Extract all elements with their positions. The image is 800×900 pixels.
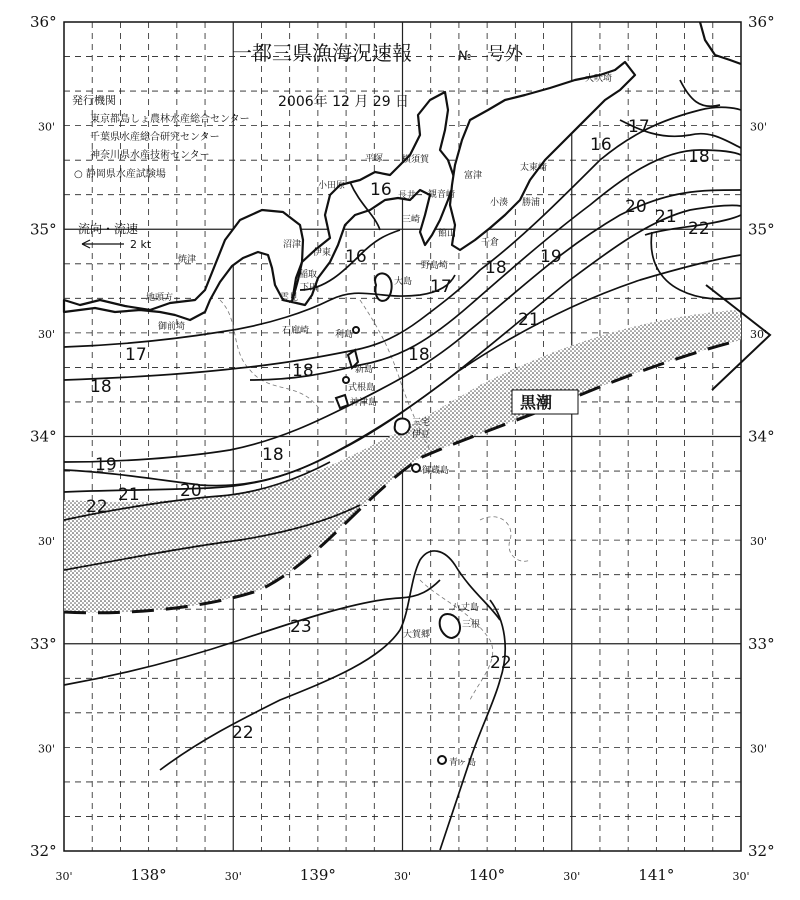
place-name: 平塚	[365, 154, 384, 164]
latitude-label: 33°	[748, 634, 775, 653]
mikurajima-island	[412, 464, 420, 472]
issuer-line: 東京都島しょ農林水産総合センター	[90, 114, 250, 125]
place-name: 館山	[438, 229, 457, 239]
isotherm-label: 18	[292, 361, 314, 381]
islands	[336, 273, 460, 764]
latitude-label: 36°	[30, 13, 57, 31]
latitude-label: 32°	[748, 842, 775, 860]
report-title: 一都三県漁海況速報	[232, 41, 412, 65]
place-name: 千倉	[481, 238, 500, 248]
toshima-island	[353, 327, 359, 333]
latitude-label: 34°	[30, 427, 57, 446]
aogashima-island	[438, 756, 446, 764]
issuer-line: 千葉県水産総合研究センター	[90, 132, 220, 143]
isotherm-label: 18	[408, 345, 430, 365]
place-name: 八丈島	[452, 603, 480, 613]
issue-suffix: 号外	[487, 44, 523, 65]
latitude-label: 30'	[750, 535, 768, 549]
place-name: 地頭方	[146, 293, 174, 303]
isotherm-label: 16	[590, 135, 612, 155]
issuer-line: 神奈川県水産技術センター	[90, 150, 210, 161]
place-name: 下田	[300, 283, 319, 293]
longitude-label: 30'	[393, 870, 412, 883]
latitude-label: 34°	[748, 427, 775, 446]
latitude-label: 30'	[750, 327, 768, 341]
issuer-line: ○ 静岡県水産試験場	[74, 169, 166, 180]
longitude-label: 30'	[55, 870, 73, 883]
longitude-label: 30'	[732, 870, 750, 883]
latitude-label: 30'	[38, 120, 56, 134]
latitude-label: 30'	[750, 742, 768, 756]
place-name: 焼津	[178, 255, 197, 265]
place-name: 野島埼	[421, 261, 449, 271]
isotherm-label: 19	[540, 247, 562, 267]
place-name: 大賀郷	[403, 630, 431, 640]
isotherm-label: 16	[370, 180, 392, 200]
place-name: 三崎	[402, 215, 421, 225]
issuers-heading: 発行機関	[72, 94, 116, 107]
latitude-label: 30'	[38, 535, 56, 549]
place-name: 青ヶ島	[449, 758, 477, 768]
place-name: 観音崎	[428, 190, 456, 200]
isotherm-label: 18	[90, 377, 112, 397]
isotherm-label: 18	[262, 445, 284, 465]
latitude-labels-right	[748, 13, 775, 860]
isotherm-label: 17	[430, 277, 452, 297]
oshima-island	[375, 273, 392, 300]
isotherm-label: 22	[490, 653, 512, 673]
isotherm-label: 21	[118, 485, 140, 505]
latitude-label: 33°	[30, 634, 57, 653]
place-name: 新島	[355, 365, 374, 375]
place-name: 式根島	[348, 383, 376, 393]
place-name: 伊豆	[412, 430, 431, 440]
place-name: 大吠埼	[585, 74, 613, 84]
latitude-label: 36°	[748, 13, 775, 31]
isotherm-label: 19	[95, 455, 117, 475]
longitude-labels	[55, 866, 749, 884]
place-name: 三根	[462, 620, 481, 630]
current-legend-speed: 2 kt	[130, 238, 152, 251]
latitude-label: 30'	[750, 120, 768, 134]
place-name: 伊東	[313, 248, 332, 258]
longitude-label: 30'	[563, 870, 581, 883]
latitude-labels-left	[30, 13, 57, 860]
longitude-label: 138°	[130, 866, 167, 884]
place-name: 沼津	[283, 240, 302, 250]
longitude-label: 30'	[224, 870, 242, 883]
isotherm-label: 20	[180, 481, 202, 501]
place-name: 稲取	[299, 270, 318, 280]
isotherm-label: 21	[655, 207, 677, 227]
place-name: 利島	[335, 330, 354, 340]
isotherm-label: 21	[518, 310, 540, 330]
latitude-label: 30'	[38, 742, 56, 756]
place-name: 太東崎	[520, 163, 548, 173]
place-name: 雲見	[280, 293, 299, 303]
place-name: 石廊崎	[282, 326, 310, 336]
miyakejima-island	[395, 418, 410, 434]
isotherm-label: 17	[125, 345, 147, 365]
isotherm-label: 22	[688, 219, 710, 239]
latitude-label: 35°	[748, 220, 775, 239]
isotherm-label: 23	[290, 617, 312, 637]
isotherm-label: 16	[345, 247, 367, 267]
isotherm-label: 22	[86, 497, 108, 517]
latitude-label: 30'	[38, 327, 56, 341]
longitude-label: 140°	[469, 866, 506, 884]
place-name: 富津	[464, 171, 483, 181]
hachijojima-island	[440, 614, 460, 638]
report-date: 2006年 12 月 29 日	[278, 94, 410, 110]
isotherm-label: 17	[628, 117, 650, 137]
place-name: 横須賀	[402, 155, 430, 165]
latitude-label: 35°	[30, 220, 57, 239]
kuroshio-label: 黒潮	[520, 393, 553, 412]
place-name: 小湊	[490, 198, 509, 208]
place-name: 小田原	[318, 181, 346, 191]
place-name: 大島	[394, 277, 413, 287]
latitude-label: 32°	[30, 842, 57, 860]
isotherm-label: 18	[485, 258, 507, 278]
longitude-label: 141°	[638, 866, 675, 884]
current-legend-title: 流向・流速	[78, 222, 139, 236]
isotherm-label: 20	[625, 197, 647, 217]
number-mark: №	[458, 49, 472, 64]
place-name: 御前埼	[158, 322, 186, 332]
longitude-label: 139°	[299, 866, 336, 884]
place-name: 長井	[398, 191, 417, 201]
place-name: 御蔵島	[422, 466, 450, 476]
isotherm-label: 22	[232, 723, 254, 743]
isotherm-label: 18	[688, 147, 710, 167]
place-name: 勝浦	[522, 198, 541, 208]
place-name: 神津島	[350, 398, 378, 408]
place-name: 三宅	[412, 418, 431, 428]
